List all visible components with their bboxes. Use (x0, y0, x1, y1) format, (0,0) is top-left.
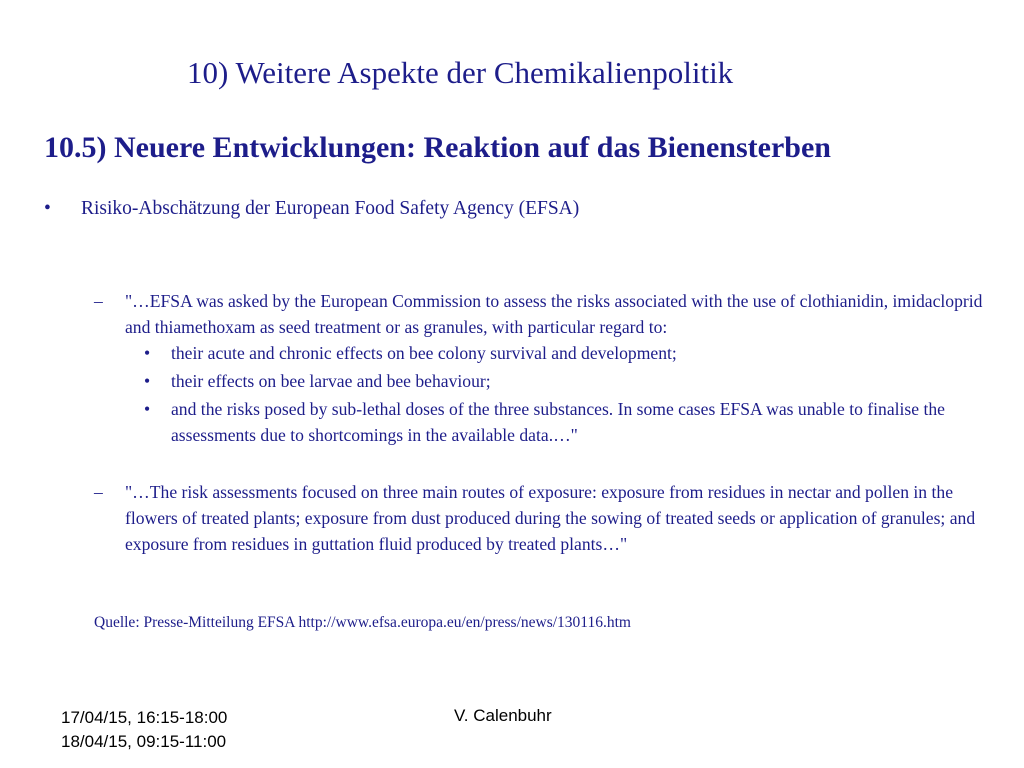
list-item-text: their acute and chronic effects on bee colony survival and development; (171, 343, 677, 363)
list-item-text: their effects on bee larvae and bee behaviour; (171, 371, 491, 391)
list-item-text: and the risks posed by sub-lethal doses of the three substances. In some cases EFSA was unable to finalise the assessments due to shortcomings in the available data.…" (171, 399, 945, 445)
bullet-marker: • (144, 399, 151, 419)
bullet-marker: • (144, 343, 151, 363)
main-bullet-text: Risiko-Abschätzung der European Food Safety Agency (EFSA) (81, 198, 580, 219)
footer-date-line-2: 18/04/15, 09:15-11:00 (61, 732, 227, 751)
quote-2 (94, 479, 1004, 557)
footer-date-line-1: 17/04/15, 16:15-18:00 (61, 708, 228, 727)
list-item (144, 368, 984, 394)
quote-1-text: "…EFSA was asked by the European Commission to assess the risks associated with the use of clothianidin, imidacloprid and thiamethoxam as seed treatment or as granules, with particular regard to: (125, 291, 983, 337)
quote-1 (94, 288, 1004, 340)
quote-2-text: "…The risk assessments focused on three main routes of exposure: exposure from residues in nectar and pollen in the flowers of treated plants; exposure from dust produced during the sowing of treated seeds or application of granules; and exposure from residues in guttation fluid produced by treated plants…" (125, 482, 976, 554)
source-citation: Quelle: Presse-Mitteilung EFSA http://www.efsa.europa.eu/en/press/news/130116.htm (94, 614, 631, 631)
quote-1-sub-list (144, 340, 984, 450)
list-item (144, 396, 984, 448)
footer-date (61, 706, 227, 754)
slide-title: 10) Weitere Aspekte der Chemikalienpolitik (187, 55, 734, 90)
bullet-marker: • (44, 198, 51, 219)
slide-subtitle: 10.5) Neuere Entwicklungen: Reaktion auf das Bienensterben (44, 131, 831, 164)
dash-marker: – (94, 291, 103, 311)
list-item (144, 340, 984, 366)
footer-author: V. Calenbuhr (454, 706, 552, 725)
dash-marker: – (94, 482, 103, 502)
bullet-marker: • (144, 371, 151, 391)
